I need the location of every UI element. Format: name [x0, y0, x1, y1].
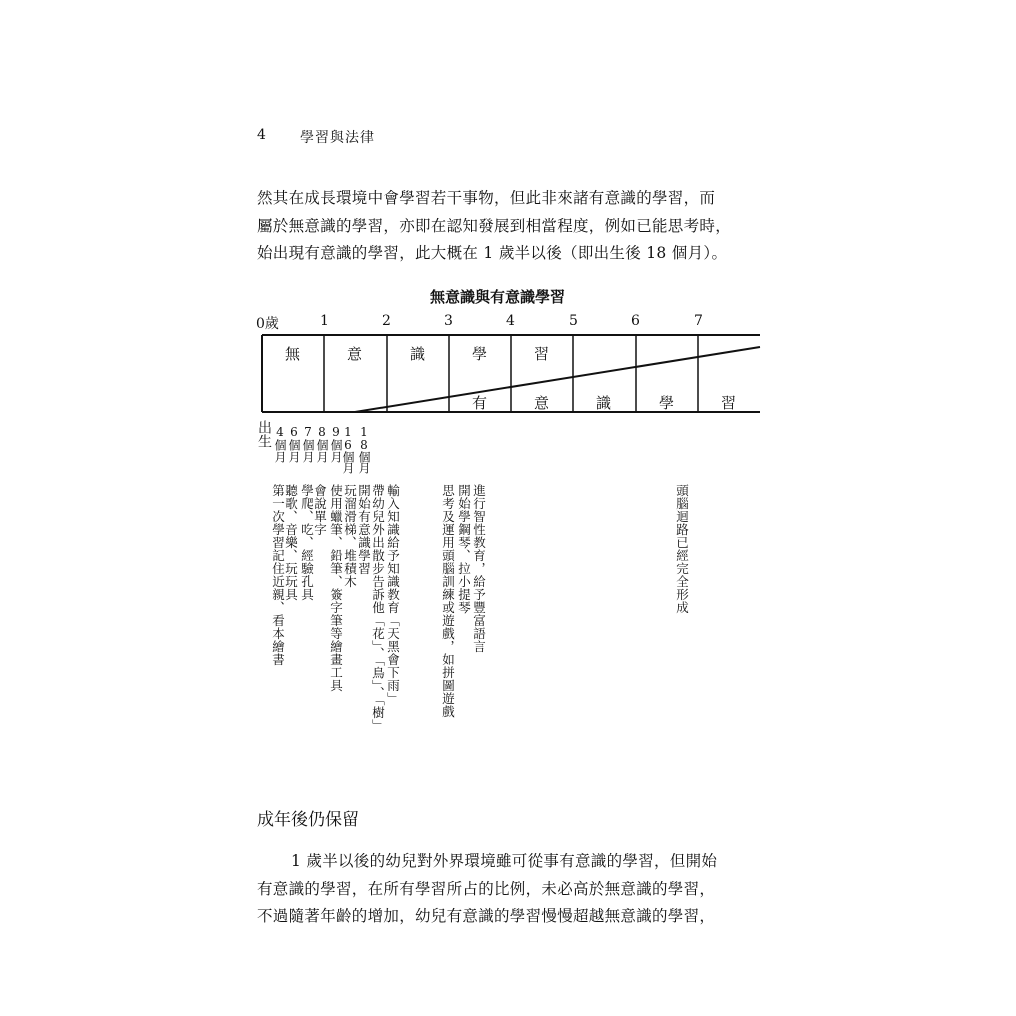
- milestone-column: 帶幼兒外出散步告訴他「花」、「鳥」、「樹」: [370, 484, 386, 732]
- body-line: 有意識的學習，在所有學習所占的比例，未必高於無意識的學習，: [257, 879, 716, 898]
- intro-line: 屬於無意識的學習，亦即在認知發展到相當程度，例如已能思考時，: [257, 216, 732, 235]
- body-line: 不過隨著年齡的增加，幼兒有意識的學習慢慢超越無意識的學習，: [257, 907, 716, 925]
- axis-tick: 2: [382, 313, 391, 329]
- band-char-unconscious: 學: [472, 345, 488, 363]
- age-label: 7個月: [301, 425, 315, 463]
- age-label: 4個月: [273, 425, 287, 463]
- milestone-column: 頭腦迴路已經完全形成: [674, 484, 690, 614]
- axis-tick: 6: [631, 313, 640, 329]
- milestone-column: 第一次學習記住近親、看本繪書: [270, 484, 286, 666]
- running-title: 學習與法律: [300, 130, 375, 146]
- age-label: 6個月: [287, 425, 301, 463]
- page-number: 4: [257, 127, 266, 143]
- milestone-column: 開始有意識學習: [356, 484, 372, 575]
- age-label: 9個月: [329, 425, 343, 463]
- body-line: 1 歲半以後的幼兒對外界環境雖可從事有意識的學習，但開始: [291, 852, 718, 870]
- band-char-conscious: 學: [659, 394, 675, 412]
- milestone-column: 玩溜滑梯、堆積木: [342, 484, 358, 588]
- axis-label-start: 0歲: [256, 316, 279, 332]
- axis-tick: 5: [569, 313, 578, 329]
- band-char-conscious: 意: [534, 394, 550, 412]
- band-char-unconscious: 無: [285, 345, 301, 363]
- band-char-unconscious: 意: [347, 345, 363, 363]
- milestone-column: 學爬、吃、經驗孔具: [299, 484, 315, 601]
- axis-tick: 1: [320, 313, 329, 329]
- age-label: 16個月: [341, 425, 355, 473]
- band-char-unconscious: 習: [534, 345, 550, 363]
- milestone-column: 聽歌、音樂、玩玩具: [283, 484, 299, 601]
- milestone-column: 進行智性教育，給予豐富語言: [471, 484, 487, 653]
- age-label: 18個月: [357, 425, 371, 473]
- body-paragraph: [257, 848, 767, 931]
- milestone-column: 開始學鋼琴、拉小提琴: [456, 484, 472, 614]
- milestone-column: 會說單字: [312, 484, 328, 536]
- milestone-column: 使用蠟筆、鉛筆、簽字筆等繪畫工具: [328, 484, 344, 692]
- intro-line: 然其在成長環境中會學習若干事物，但此非來諸有意識的學習，而: [257, 189, 716, 207]
- milestone-column: 思考及運用頭腦訓練或遊戲，如拼圖遊戲: [440, 484, 456, 718]
- axis-tick: 7: [694, 313, 703, 329]
- intro-line: 始出現有意識的學習，此大概在 1 歲半以後（即出生後 18 個月）。: [257, 244, 728, 262]
- milestone-column: 輸入知識給予知識教育「天黑會下雨」: [385, 484, 401, 705]
- band-char-conscious: 識: [596, 394, 612, 412]
- axis-tick: 3: [444, 313, 453, 329]
- band-char-conscious: 習: [721, 394, 737, 412]
- section-heading: 成年後仍保留: [257, 810, 359, 830]
- birth-label: 出生: [256, 420, 272, 448]
- band-char-unconscious: 識: [410, 345, 426, 363]
- band-char-conscious: 有: [472, 394, 488, 412]
- axis-tick: 4: [506, 313, 515, 329]
- age-label: 8個月: [315, 425, 329, 463]
- figure-title: 無意識與有意識學習: [430, 288, 566, 306]
